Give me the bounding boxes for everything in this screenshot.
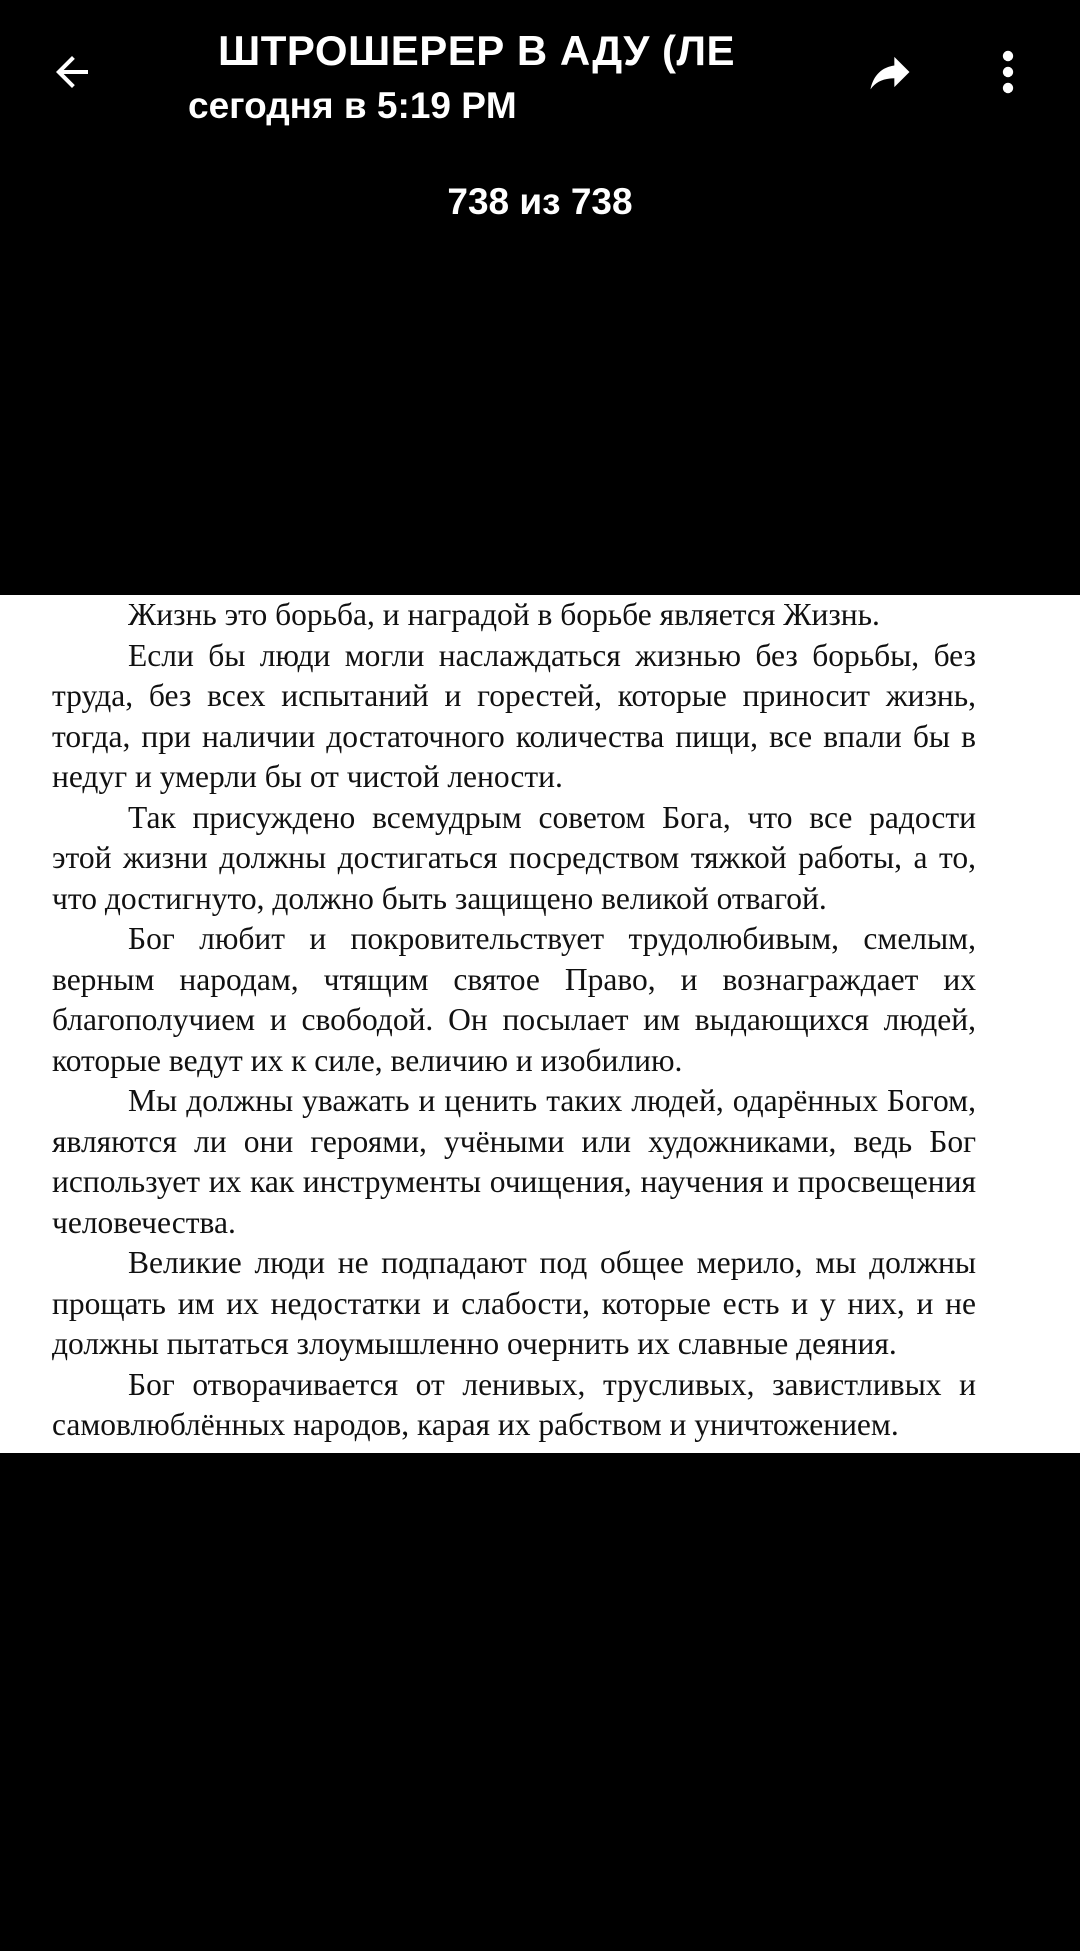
back-button[interactable] [36, 36, 108, 108]
more-vertical-icon [1000, 48, 1016, 96]
paragraph: Жизнь это борьба, и наградой в борьбе является Жизнь. [128, 597, 880, 632]
page-counter: 738 из 738 [447, 181, 633, 222]
timestamp: сегодня в 5:19 PM [188, 85, 517, 126]
paragraph: Бог любит и покровительствует трудолюбивым, смелым, верным народам, чтящим святое Право, и вознаграждает их благополучием и свободой. Он посылает им выдающихся людей, которые ведут их к силе, величию и изобилию. [52, 921, 976, 1078]
paragraph: Бог отворачивается от ленивых, трусливых, завистливых и самовлюблённых народов, карая их рабством и уничтожением. [52, 1366, 976, 1442]
arrow-left-icon [48, 48, 96, 96]
document-page[interactable] [0, 595, 1080, 1453]
paragraph: Великие люди не подпадают под общее мерило, мы должны прощать им их недостатки и слабости, которые есть и у них, и не должны пытаться злоумышленно очернить их славные деяния. [52, 1245, 976, 1361]
more-options-button[interactable] [984, 36, 1032, 108]
paragraph: Так присуждено всемудрым советом Бога, что все радости этой жизни должны достигаться посредством тяжкой работы, а то, что достигнуто, должно быть защищено великой отвагой. [52, 799, 976, 916]
document-text [52, 595, 976, 1446]
share-forward-icon [864, 46, 916, 98]
paragraph: Мы должны уважать и ценить таких людей, одарённых Богом, являются ли они героями, учёными или художниками, ведь Бог использует их как инструменты очищения, научения и просвещения человечества. [52, 1083, 976, 1240]
document-title: ШТРОШЕРЕР В АДУ (ЛЕ [218, 27, 736, 74]
paragraph: Если бы люди могли наслаждаться жизнью без борьбы, без труда, без всех испытаний и горестей, которые приносит жизнь, тогда, при наличии достаточного количества пищи, все впали бы в недуг и умерли бы от чистой лености. [52, 637, 976, 794]
top-app-bar [0, 0, 1080, 150]
share-button[interactable] [854, 36, 926, 108]
